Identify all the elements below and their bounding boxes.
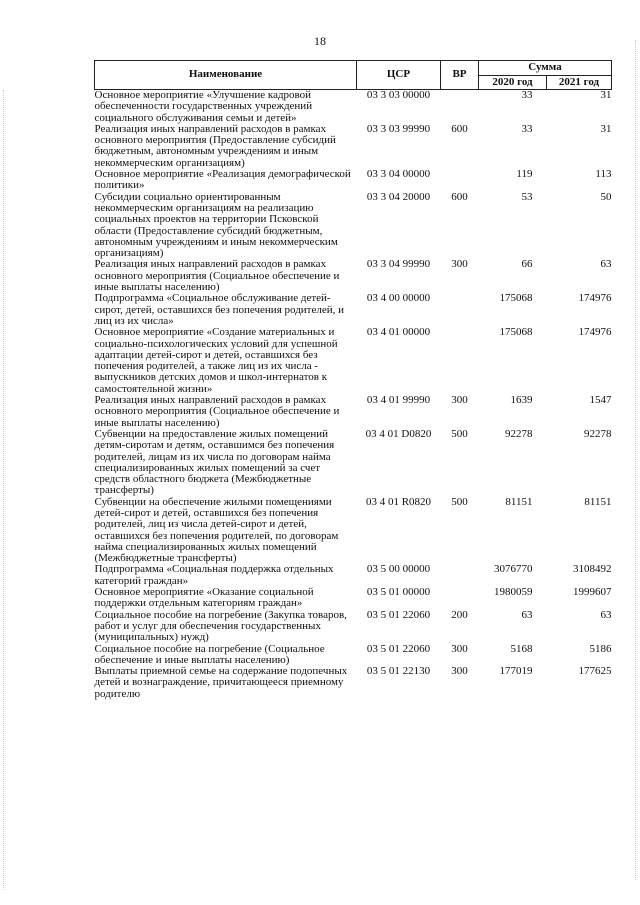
cell-vr: 200 bbox=[451, 608, 468, 621]
cell-sum-2020: 1639 bbox=[510, 394, 533, 407]
cell-csr: 03 5 01 22060 bbox=[366, 608, 431, 621]
cell-csr: 03 3 04 99990 bbox=[366, 258, 431, 271]
cell-sum-2021: 81151 bbox=[584, 495, 612, 508]
table-row bbox=[95, 587, 612, 610]
cell-name: Основное мероприятие «Улучшение кадровой обеспеченности государственных учреждений социального обслуживания семьи и детей» bbox=[94, 89, 313, 124]
cell-vr bbox=[441, 90, 479, 124]
cell-csr: 03 5 01 22130 bbox=[366, 665, 431, 678]
cell-name: Основное мероприятие «Создание материальных и социально-психологических условий для успешной адаптации детей-сирот и детей, оставшихся без попечения родителей, а также лиц из их числа - выпускников детских домов и школ-интернатов к самостоятельной жизни» bbox=[94, 326, 338, 395]
cell-vr bbox=[441, 169, 479, 192]
cell-name: Подпрограмма «Социальное обслуживание детей-сирот, детей, оставшихся без попечения родителей, и лиц из их числа» bbox=[94, 292, 345, 327]
cell-csr: 03 4 01 99990 bbox=[366, 394, 431, 407]
cell-name: Субсидии социально ориентированным некоммерческим организациям на реализацию социальных проектов на территории Псковской области (Предоставление субсидий бюджетным, автономным учреждениям и иным некоммерческим организациям) bbox=[94, 190, 338, 260]
table-row bbox=[95, 564, 612, 587]
cell-csr: 03 3 04 00000 bbox=[366, 168, 431, 181]
cell-sum-2021: 31 bbox=[600, 89, 612, 101]
cell-csr: 03 3 04 20000 bbox=[366, 190, 431, 203]
cell-sum-2020: 175068 bbox=[499, 292, 533, 305]
table-row bbox=[95, 429, 612, 497]
scan-edge-left bbox=[3, 90, 4, 890]
table-row bbox=[95, 327, 612, 395]
cell-sum-2020: 33 bbox=[521, 122, 533, 135]
cell-sum-2021: 174976 bbox=[578, 292, 612, 305]
cell-csr: 03 5 01 00000 bbox=[366, 586, 431, 599]
table-row bbox=[95, 497, 612, 565]
table-row bbox=[95, 293, 612, 327]
cell-csr: 03 4 01 D0820 bbox=[365, 427, 432, 440]
cell-name: Реализация иных направлений расходов в рамках основного мероприятия (Социальное обеспечение и иные выплаты населению) bbox=[94, 258, 340, 294]
cell-csr: 03 4 01 R0820 bbox=[365, 495, 432, 508]
cell-sum-2021: 174976 bbox=[578, 326, 612, 339]
cell-vr: 300 bbox=[451, 258, 468, 271]
cell-sum-2021: 113 bbox=[595, 168, 612, 181]
cell-name: Реализация иных направлений расходов в рамках основного мероприятия (Предоставление субсидий бюджетным, автономным учреждениям и иным некоммерческим организациям) bbox=[94, 122, 336, 169]
table-row bbox=[95, 124, 612, 169]
cell-vr bbox=[441, 293, 479, 327]
table-row bbox=[95, 610, 612, 644]
cell-sum-2021: 31 bbox=[600, 122, 612, 135]
cell-sum-2021: 63 bbox=[600, 258, 612, 271]
cell-sum-2021: 5186 bbox=[589, 642, 612, 655]
cell-name: Подпрограмма «Социальная поддержка отдельных категорий граждан» bbox=[94, 563, 334, 587]
cell-sum-2020: 66 bbox=[521, 258, 533, 271]
cell-name: Субвенции на обеспечение жилыми помещениями детей-сирот и детей, оставшихся без попечения родителей, лиц из числа детей-сирот и детей, оставшихся без попечения родителей, по договорам найма специализированных жилых помещений (Межбюджетные трансферты) bbox=[94, 495, 339, 565]
cell-sum-2020: 53 bbox=[521, 190, 533, 203]
cell-name: Социальное пособие на погребение (Социальное обеспечение и иные выплаты населению) bbox=[94, 642, 325, 666]
cell-sum-2021: 1547 bbox=[589, 394, 612, 407]
cell-sum-2020: 175068 bbox=[499, 326, 533, 339]
cell-sum-2021: 3108492 bbox=[573, 563, 612, 576]
cell-csr: 03 5 01 22060 bbox=[366, 642, 431, 655]
table-row bbox=[95, 192, 612, 260]
table-header bbox=[95, 61, 612, 90]
cell-vr: 500 bbox=[451, 495, 468, 508]
cell-sum-2021: 50 bbox=[600, 190, 612, 203]
header-name: Наименование bbox=[95, 61, 357, 90]
cell-vr: 500 bbox=[451, 427, 468, 440]
cell-sum-2021: 63 bbox=[600, 608, 612, 621]
table-row bbox=[95, 395, 612, 429]
header-vr: ВР bbox=[441, 61, 479, 90]
table-body bbox=[95, 90, 612, 701]
cell-vr bbox=[441, 587, 479, 610]
table-row bbox=[95, 169, 612, 192]
cell-name: Выплаты приемной семье на содержание подопечных детей и вознаграждение, причитающееся приемному родителю bbox=[94, 665, 348, 700]
table-row bbox=[95, 90, 612, 124]
cell-sum-2020: 33 bbox=[521, 89, 533, 101]
cell-vr: 600 bbox=[451, 122, 468, 135]
cell-sum-2020: 81151 bbox=[505, 495, 533, 508]
cell-sum-2020: 92278 bbox=[505, 427, 533, 440]
table-row bbox=[95, 666, 612, 700]
cell-sum-2020: 1980059 bbox=[494, 586, 533, 599]
header-csr: ЦСР bbox=[357, 61, 441, 90]
cell-name: Социальное пособие на погребение (Закупка товаров, работ и услуг для обеспечения государственных (муниципальных) нужд) bbox=[94, 608, 347, 644]
cell-sum-2021: 1999607 bbox=[573, 586, 612, 599]
cell-csr: 03 3 03 99990 bbox=[366, 122, 431, 135]
cell-sum-2020: 3076770 bbox=[494, 563, 533, 576]
cell-sum-2020: 5168 bbox=[510, 642, 533, 655]
cell-csr: 03 3 03 00000 bbox=[366, 89, 431, 101]
cell-vr bbox=[441, 327, 479, 395]
scan-edge-right bbox=[635, 40, 636, 880]
cell-name: Основное мероприятие «Оказание социальной поддержки отдельным категориям граждан» bbox=[94, 586, 314, 610]
page-number: 18 bbox=[314, 34, 326, 48]
table-row bbox=[95, 259, 612, 293]
table-row bbox=[95, 644, 612, 667]
cell-sum-2020: 119 bbox=[516, 168, 533, 181]
cell-vr: 300 bbox=[451, 665, 468, 678]
cell-sum-2021: 92278 bbox=[584, 427, 612, 440]
header-year-2021: 2021 год bbox=[547, 76, 612, 90]
cell-csr: 03 4 01 00000 bbox=[366, 326, 431, 339]
cell-sum-2021: 177625 bbox=[578, 665, 612, 678]
cell-sum-2020: 63 bbox=[521, 608, 533, 621]
cell-vr: 600 bbox=[451, 190, 468, 203]
header-year-2020: 2020 год bbox=[479, 76, 547, 90]
cell-vr: 300 bbox=[451, 394, 468, 407]
cell-vr: 300 bbox=[451, 642, 468, 655]
cell-name: Основное мероприятие «Реализация демографической политики» bbox=[94, 168, 351, 192]
header-sum: Сумма bbox=[479, 61, 612, 76]
budget-table bbox=[94, 60, 612, 700]
cell-csr: 03 5 00 00000 bbox=[366, 563, 431, 576]
cell-vr bbox=[441, 564, 479, 587]
cell-name: Субвенции на предоставление жилых помещений детям-сиротам и детям, оставшимся без попечения родителей, лицам из их числа по договорам найма специализированных жилых помещений за счет средств областного бюджета (Межбюджетные трансферты) bbox=[94, 427, 335, 497]
cell-csr: 03 4 00 00000 bbox=[366, 292, 431, 305]
cell-name: Реализация иных направлений расходов в рамках основного мероприятия (Социальное обеспечение и иные выплаты населению) bbox=[94, 394, 340, 429]
cell-sum-2020: 177019 bbox=[499, 665, 533, 678]
